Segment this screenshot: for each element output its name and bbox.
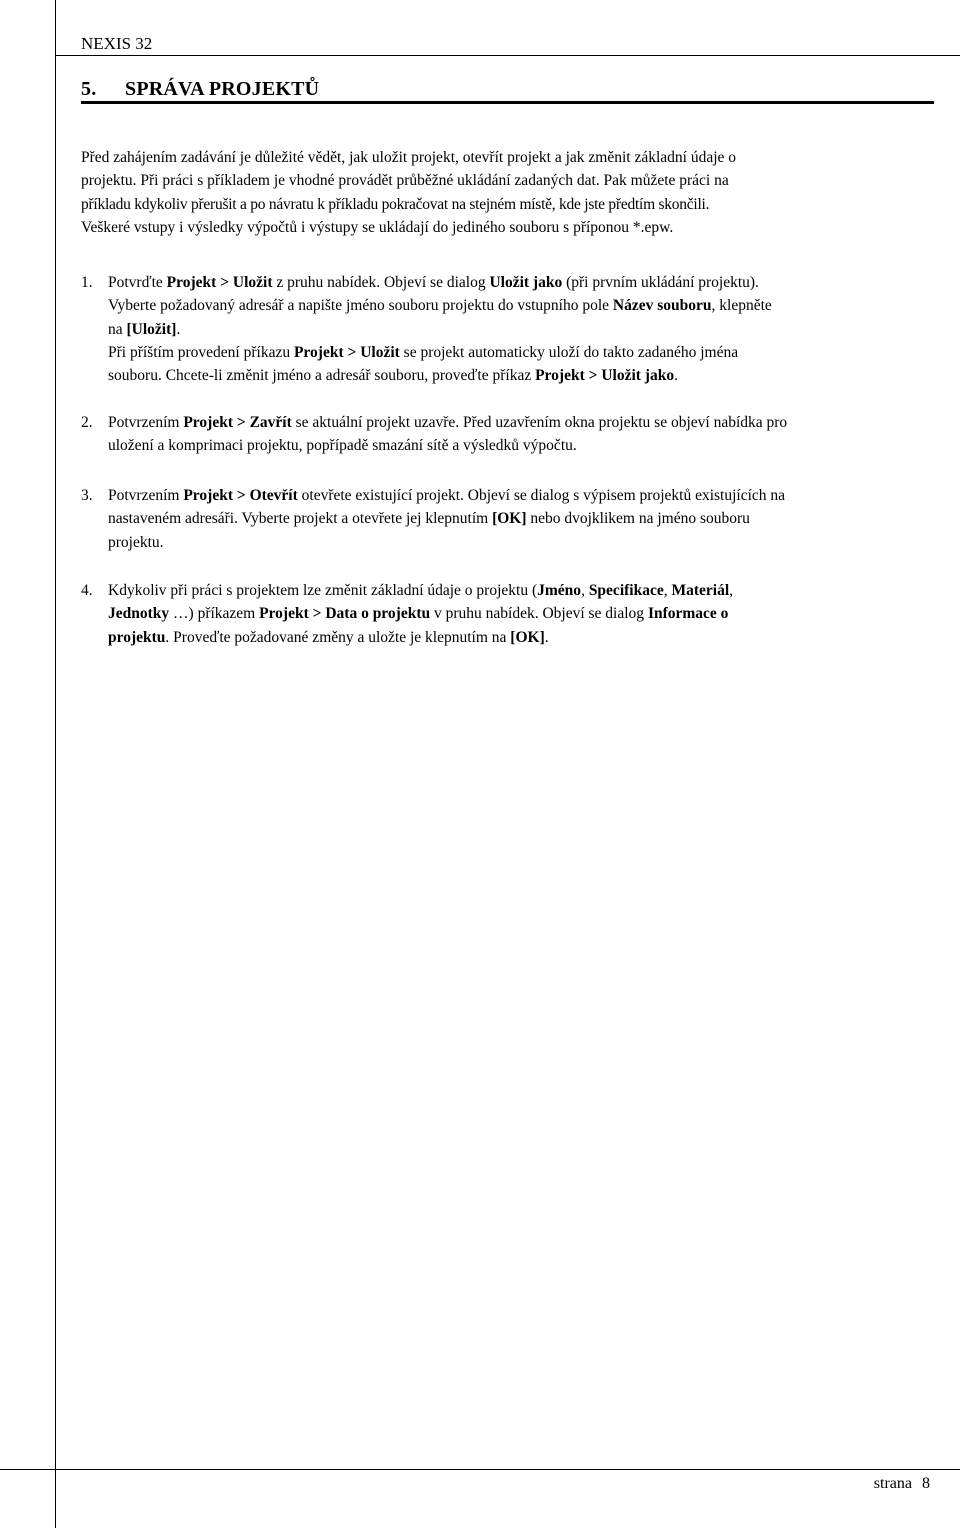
bold-term: Materiál: [671, 582, 730, 599]
list-item-body: [108, 411, 787, 458]
text-run: souboru. Chcete-li změnit jméno a adresář souboru, proveďte příkaz: [108, 367, 536, 385]
text-run: (při prvním ukládání projektu).: [562, 274, 759, 291]
list-item-body: [108, 484, 785, 554]
text-run: v pruhu nabídek. Objeví se dialog: [430, 605, 648, 623]
bold-term: Jméno: [537, 582, 582, 599]
text-run: , klepněte: [711, 297, 772, 315]
intro-line: projektu. Při práci s příkladem je vhodné provádět průběžné ukládání zadaných dat. Pak můžete práci na: [81, 172, 729, 190]
list-item-line: [108, 364, 772, 387]
text-run: Potvrďte: [108, 274, 167, 291]
list-item-line: [108, 626, 733, 649]
text-run: Při příštím provedení příkazu: [108, 343, 294, 361]
bold-term: Specifikace: [588, 582, 664, 599]
text-run: Kdykoliv při práci s projektem lze změnit základní údaje o projektu (: [108, 582, 538, 599]
bold-term: [OK]: [510, 628, 545, 646]
text-run: . Proveďte požadované změny a uložte je klepnutím na: [165, 628, 511, 646]
text-run: ,: [581, 582, 589, 599]
running-header: NEXIS 32: [81, 34, 153, 53]
list-item-line: [108, 531, 785, 554]
list-item-body: [108, 271, 772, 387]
text-run: .: [674, 367, 678, 385]
chapter-number: 5.: [81, 78, 97, 100]
list-item-line: [108, 484, 785, 507]
text-run: z pruhu nabídek. Objeví se dialog: [272, 274, 490, 291]
text-run: .: [544, 628, 549, 646]
intro-line: Před zahájením zadávání je důležité vědět, jak uložit projekt, otevřít projekt a jak změnit základní údaje o: [81, 149, 737, 166]
text-run: uložení a komprimaci projektu, popřípadě smazání sítě a výsledků výpočtu.: [108, 437, 577, 455]
text-run: Potvrzením: [108, 414, 184, 431]
text-run: otevřete existující projekt. Objeví se dialog s výpisem projektů existujících na: [297, 487, 786, 504]
bold-term: Projekt > Data o projektu: [259, 605, 431, 623]
bold-term: [Uložit]: [126, 320, 177, 338]
text-run: nastaveném adresáři. Vyberte projekt a otevřete jej klepnutím: [108, 510, 493, 528]
list-item-body: [108, 579, 733, 649]
list-item-number: 2.: [81, 414, 93, 431]
bold-term: Jednotky: [108, 605, 170, 623]
page-number-value: 8: [922, 1475, 930, 1492]
header-rule: [55, 55, 960, 56]
page-label: strana: [873, 1475, 912, 1492]
intro-paragraph: [81, 146, 941, 239]
list-item-line: [108, 434, 787, 457]
bold-term: Projekt > Otevřít: [183, 487, 298, 504]
bold-term: Informace o: [647, 605, 729, 623]
text-run: ,: [729, 582, 734, 599]
bold-term: projektu: [108, 628, 166, 646]
intro-line: příkladu kdykoliv přerušit a po návratu k příkladu pokračovat na stejném místě, kde jste předtím skončili.: [81, 195, 710, 213]
chapter-heading: [81, 77, 319, 101]
list-item-line: [108, 318, 772, 341]
list-item-line: [108, 341, 772, 364]
intro-line: Veškeré vstupy i výsledky výpočtů i výstupy se ukládají do jediného souboru s příponou *.epw.: [81, 218, 674, 236]
list-item-line: [108, 602, 733, 625]
page-number: [874, 1474, 930, 1494]
text-run: Potvrzením: [108, 487, 184, 504]
list-item-line: [108, 271, 772, 294]
left-margin-rule: [55, 0, 56, 1528]
list-item-number: 3.: [81, 487, 93, 504]
bold-term: Projekt > Uložit: [293, 343, 400, 361]
text-run: Vyberte požadovaný adresář a napište jméno souboru projektu do vstupního pole: [108, 297, 613, 315]
text-run: .: [176, 320, 181, 338]
bold-term: Název souboru: [612, 297, 712, 315]
text-run: ,: [663, 582, 672, 599]
text-run: …) příkazem: [169, 605, 260, 623]
text-run: nebo dvojklikem na jméno souboru: [526, 510, 750, 528]
bold-term: [OK]: [492, 510, 527, 528]
text-run: na: [108, 320, 127, 338]
list-item-line: [108, 294, 772, 317]
bold-term: Projekt > Uložit: [166, 274, 273, 291]
text-run: projektu.: [108, 533, 164, 551]
text-run: se projekt automaticky uloží do takto zadaného jména: [399, 343, 739, 361]
list-item-number: 4.: [81, 582, 93, 599]
bold-term: Uložit jako: [489, 274, 563, 291]
chapter-title: SPRÁVA PROJEKTŮ: [125, 78, 320, 100]
bold-term: Projekt > Uložit jako: [535, 367, 675, 385]
list-item-line: [108, 411, 787, 434]
chapter-underline: [81, 101, 934, 104]
list-item-line: [108, 507, 785, 530]
text-run: se aktuální projekt uzavře. Před uzavřením okna projektu se objeví nabídka pro: [291, 414, 788, 431]
bold-term: Projekt > Zavřít: [183, 414, 292, 431]
list-item-line: [108, 579, 733, 602]
list-item-number: 1.: [81, 274, 93, 291]
footer-rule: [0, 1469, 960, 1470]
